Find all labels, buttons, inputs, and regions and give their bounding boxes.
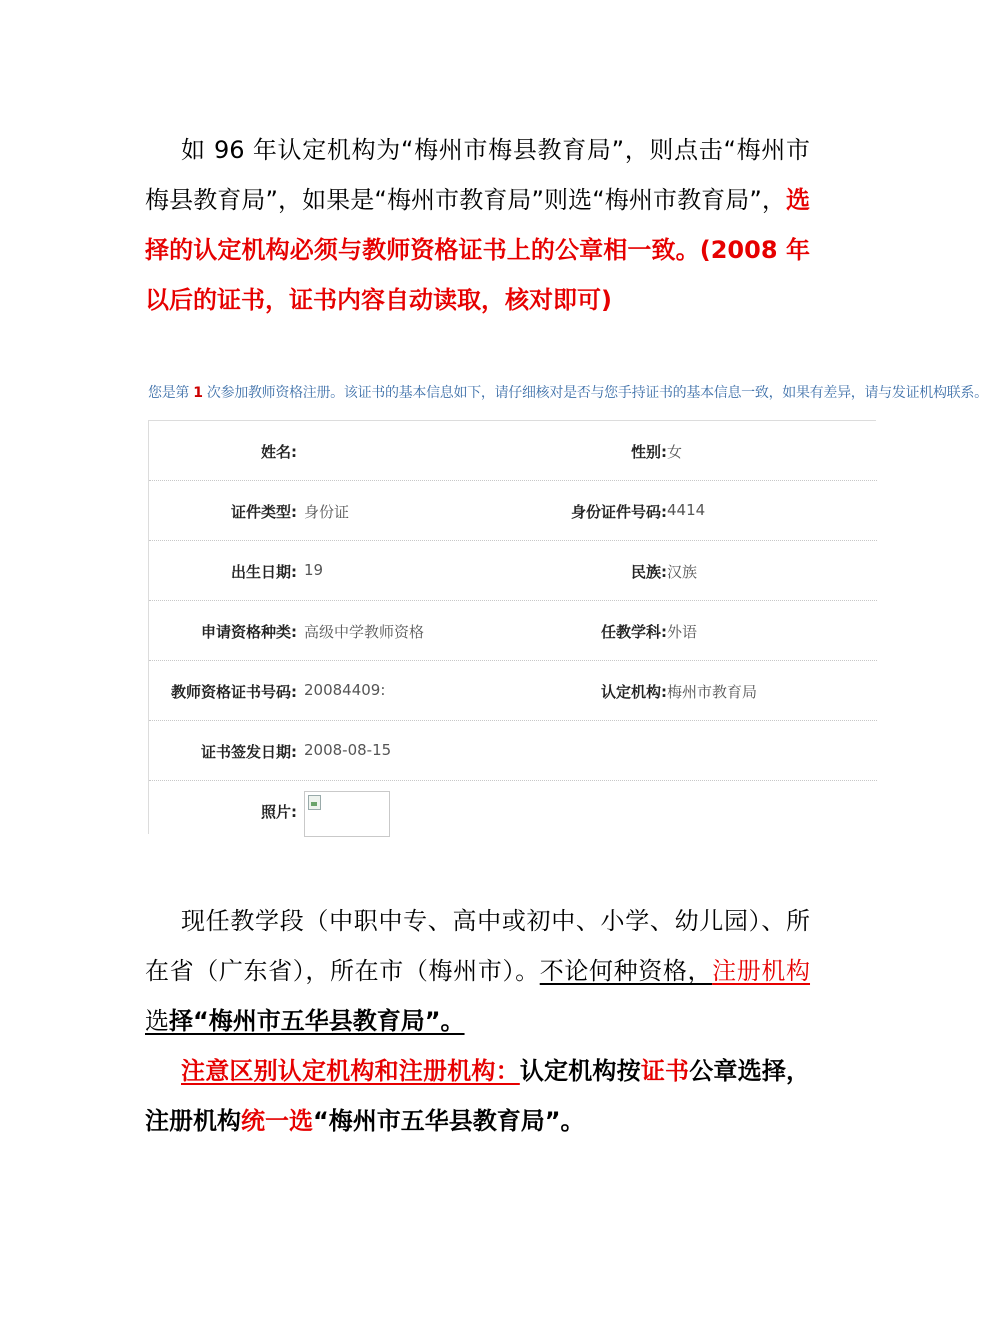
notice-count: 1 <box>193 385 203 401</box>
label-certificate-number: 教师资格证书号码: <box>171 683 297 701</box>
row-birth-ethnicity <box>149 541 877 601</box>
label-certifying-agency: 认定机构: <box>601 683 667 701</box>
value-birth-date: 19 <box>304 561 324 579</box>
label-birth-date: 出生日期: <box>231 563 297 581</box>
label-photo: 照片: <box>261 803 297 821</box>
value-ethnicity: 汉族 <box>667 563 698 581</box>
para2-underlined: 不论何种资格， <box>539 957 713 985</box>
para3-unified: 统一选 <box>241 1107 313 1135</box>
row-qualification-subject <box>149 601 877 661</box>
paragraph-difference-note <box>145 1046 810 1146</box>
row-issue-date <box>149 721 877 781</box>
photo-placeholder <box>304 791 390 837</box>
row-photo <box>149 781 877 840</box>
para3-text-c: “梅州市五华县教育局”。 <box>313 1107 585 1135</box>
registration-notice <box>148 382 988 402</box>
value-issue-date: 2008-08-15 <box>304 741 392 759</box>
value-certificate-number: 20084409: <box>304 681 386 699</box>
para2-registration-agency: 注册机构 <box>712 957 811 985</box>
row-name-gender <box>149 421 877 481</box>
para3-warning: 注意区别认定机构和注册机构： <box>181 1057 520 1085</box>
label-qualification-type: 申请资格种类: <box>201 623 297 641</box>
para2-select: 选 <box>145 1007 169 1035</box>
row-cert-number-agency <box>149 661 877 721</box>
para1-red-note: 选择的认定机构必须与教师资格证书上的公章相一致。(2008 年以后的证书，证书内容自动读取，核对即可) <box>145 186 810 314</box>
label-ethnicity: 民族: <box>631 563 667 581</box>
row-id-type-number <box>149 481 877 541</box>
label-id-type: 证件类型: <box>231 503 297 521</box>
value-id-type: 身份证 <box>304 503 350 521</box>
label-id-number: 身份证件号码: <box>571 503 667 521</box>
para3-text-a: 认定机构按 <box>519 1057 641 1085</box>
para2-wuhua-agency: 择“梅州市五华县教育局”。 <box>169 1007 465 1035</box>
value-subject: 外语 <box>667 623 698 641</box>
notice-post: 次参加教师资格注册。该证书的基本信息如下，请仔细核对是否与您手持证书的基本信息一致，如果有差异，请与发证机构联系。 <box>206 385 988 401</box>
label-issue-date: 证书签发日期: <box>201 743 297 761</box>
label-name: 姓名: <box>261 443 297 461</box>
para2-text: 现任教学段（中职中专、高中或初中、小学、幼儿园）、所在省（广东省），所在市（梅州市）。 <box>145 907 810 985</box>
para3-text-b: 公章选择，注册机构 <box>145 1057 811 1135</box>
certificate-info-screenshot <box>148 372 988 834</box>
para1-text: 如 96 年认定机构为“梅州市梅县教育局”，则点击“梅州市梅县教育局”，如果是“梅州市教育局”则选“梅州市教育局”， <box>145 136 810 214</box>
paragraph-registration-agency <box>145 896 810 1046</box>
label-subject: 任教学科: <box>601 623 667 641</box>
value-certifying-agency: 梅州市教育局 <box>667 683 758 701</box>
broken-image-icon <box>308 795 321 810</box>
para3-certificate: 证书 <box>640 1057 690 1085</box>
label-gender: 性别: <box>631 443 667 461</box>
value-gender: 女 <box>667 443 683 461</box>
paragraph-certifying-agency <box>145 125 810 325</box>
value-id-number: 4414 <box>667 501 706 519</box>
value-qualification-type: 高级中学教师资格 <box>304 623 425 641</box>
notice-pre: 您是第 <box>148 385 190 401</box>
info-table <box>148 420 876 834</box>
